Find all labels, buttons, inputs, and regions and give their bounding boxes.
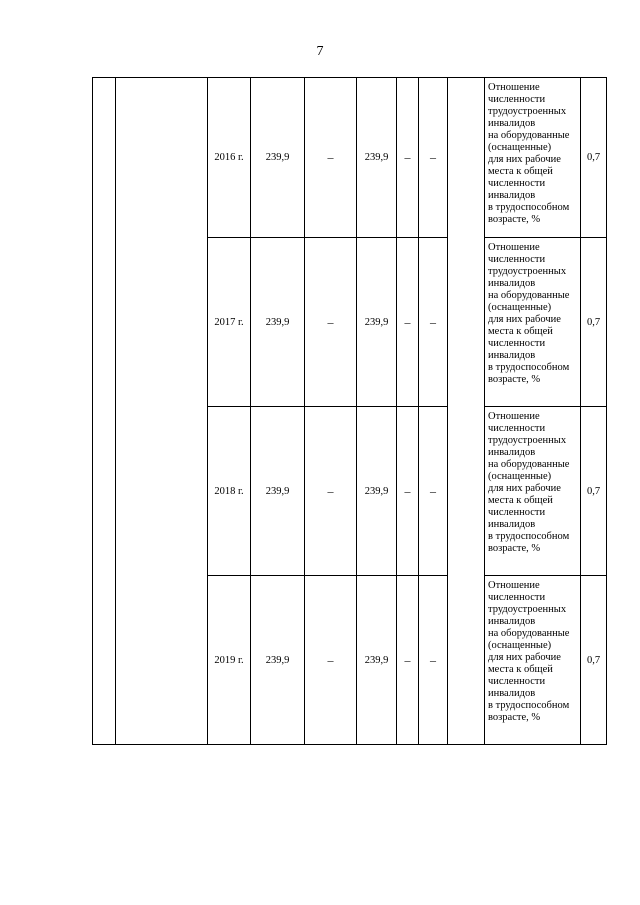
executor-cell — [448, 78, 485, 745]
indicator-cell — [485, 78, 581, 238]
other-cell: – — [419, 78, 448, 238]
year-cell: 2018 г. — [208, 407, 251, 576]
indicator-text: Отношение численности трудоустроенных инвалидов на оборудованные (оснащенные) для них рабочие места к общей численности инвалидов в трудоспособном возрасте, % — [488, 242, 570, 385]
indicator-value-cell: 0,7 — [581, 407, 607, 576]
indicator-text: Отношение численности трудоустроенных инвалидов на оборудованные (оснащенные) для них рабочие места к общей численности инвалидов в трудоспособном возрасте, % — [488, 580, 570, 723]
other-cell: – — [419, 576, 448, 745]
local-cell: – — [397, 576, 419, 745]
federal-cell: – — [305, 78, 357, 238]
number-cell — [93, 78, 116, 745]
total-cell: 239,9 — [251, 78, 305, 238]
indicator-value-cell: 0,7 — [581, 576, 607, 745]
regional-cell: 239,9 — [357, 238, 397, 407]
local-cell: – — [397, 238, 419, 407]
regional-cell: 239,9 — [357, 576, 397, 745]
indicator-text: Отношение численности трудоустроенных инвалидов на оборудованные (оснащенные) для них рабочие места к общей численности инвалидов в трудоспособном возрасте, % — [488, 82, 570, 225]
measure-name-cell — [116, 78, 208, 745]
federal-cell: – — [305, 576, 357, 745]
program-table — [92, 77, 607, 745]
page-number: 7 — [316, 44, 324, 59]
indicator-cell — [485, 238, 581, 407]
year-cell: 2019 г. — [208, 576, 251, 745]
indicator-value-cell: 0,7 — [581, 238, 607, 407]
other-cell: – — [419, 238, 448, 407]
total-cell: 239,9 — [251, 407, 305, 576]
local-cell: – — [397, 78, 419, 238]
regional-cell: 239,9 — [357, 78, 397, 238]
regional-cell: 239,9 — [357, 407, 397, 576]
year-cell: 2017 г. — [208, 238, 251, 407]
indicator-cell — [485, 407, 581, 576]
total-cell: 239,9 — [251, 576, 305, 745]
year-cell: 2016 г. — [208, 78, 251, 238]
other-cell: – — [419, 407, 448, 576]
federal-cell: – — [305, 407, 357, 576]
indicator-cell — [485, 576, 581, 745]
federal-cell: – — [305, 238, 357, 407]
local-cell: – — [397, 407, 419, 576]
total-cell: 239,9 — [251, 238, 305, 407]
table-row — [93, 78, 607, 238]
indicator-text: Отношение численности трудоустроенных инвалидов на оборудованные (оснащенные) для них рабочие места к общей численности инвалидов в трудоспособном возрасте, % — [488, 411, 570, 554]
indicator-value-cell: 0,7 — [581, 78, 607, 238]
